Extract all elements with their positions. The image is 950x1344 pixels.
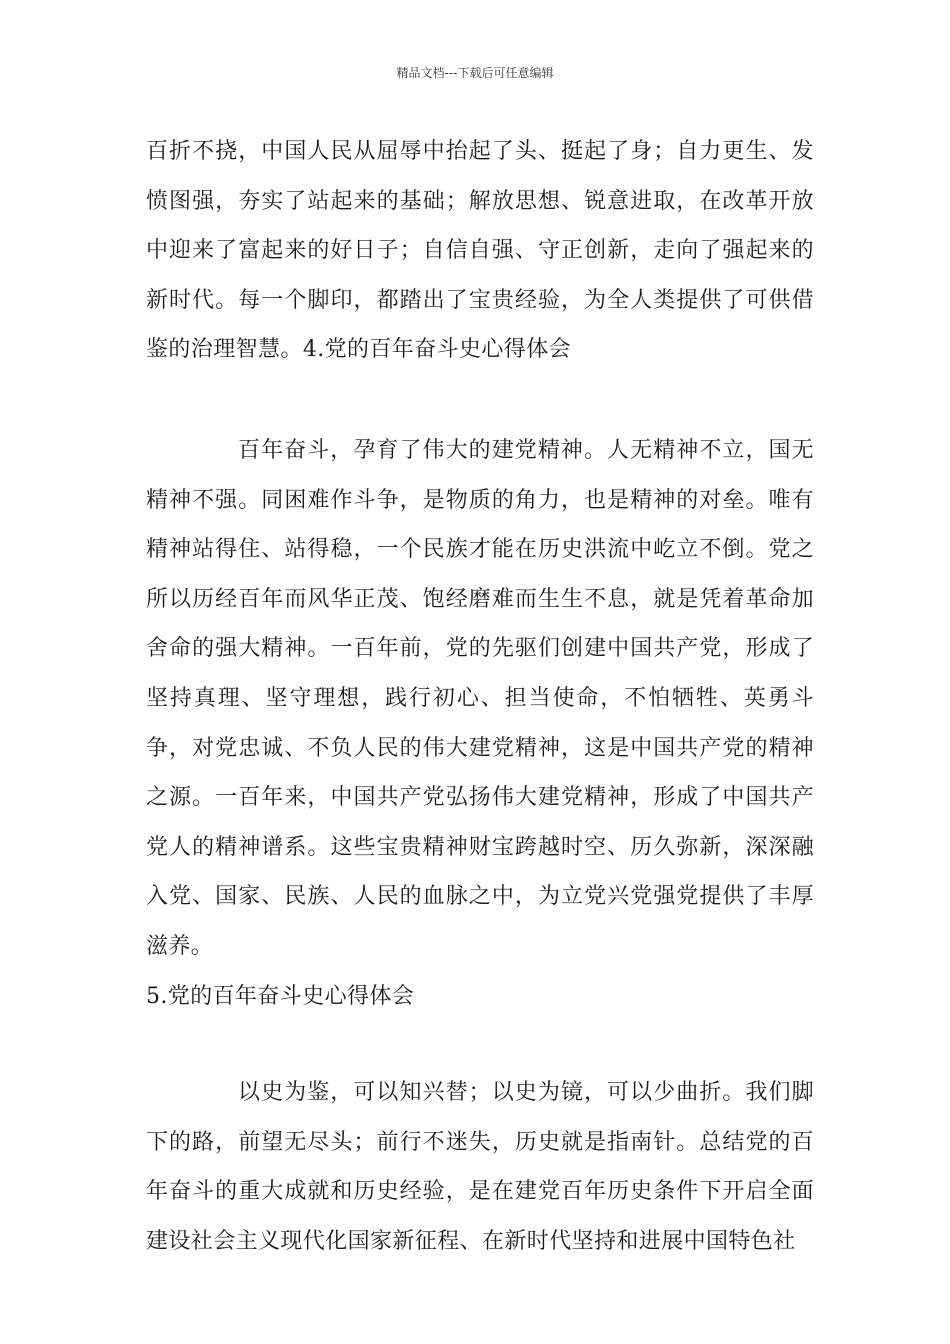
- paragraph-2-text: 百年奋斗，孕育了伟大的建党精神。人无精神不立，国无精神不强。同困难作斗争，是物质的角力，也是精神的对垒。唯有精神站得住、站得稳，一个民族才能在历史洪流中屹立不倒。党之所以历经百年而风华正茂、饱经磨难而生生不息，就是凭着革命加舍命的强大精神。一百年前，党的先驱们创建中国共产党，形成了坚持真理、坚守理想，践行初心、担当使命，不怕牺牲、英勇斗争，对党忠诚、不负人民的伟大建党精神，这是中国共产党的精神之源。一百年来，中国共产党弘扬伟大建党精神，形成了中国共产党人的精神谱系。这些宝贵精神财宝跨越时空、历久弥新，深深融入党、国家、民族、人民的血脉之中，为立党兴党强党提供了丰厚滋养。: [146, 438, 814, 959]
- text-block-2: [146, 426, 814, 1021]
- paragraph-3: 以史为鉴，可以知兴替；以史为镜，可以少曲折。我们脚下的路，前望无尽头；前行不迷失，历史就是指南针。总结党的百年奋斗的重大成就和历史经验，是在建党百年历史条件下开启全面建设社会主义现代化国家新征程、在新时代坚持和进展中国特色社: [146, 1080, 814, 1254]
- paragraph-1: [146, 127, 814, 375]
- section-heading-4: 4.党的百年奋斗史心得体会: [302, 337, 572, 363]
- section-heading-5: 5.党的百年奋斗史心得体会: [146, 983, 415, 1009]
- page-header: 精品文档---下载后可任意编辑: [396, 66, 554, 80]
- paragraph-1-text: 百折不挠，中国人民从屈辱中抬起了头、挺起了身；自力更生、发愤图强，夯实了站起来的基础；解放思想、锐意进取，在改革开放中迎来了富起来的好日子；自信自强、守正创新，走向了强起来的新时代。每一个脚印，都踏出了宝贵经验，为全人类提供了可供借鉴的治理智慧。: [146, 139, 814, 363]
- paragraph-2: [146, 426, 814, 1021]
- text-block-3: [146, 1068, 814, 1266]
- text-block-1: [146, 127, 814, 375]
